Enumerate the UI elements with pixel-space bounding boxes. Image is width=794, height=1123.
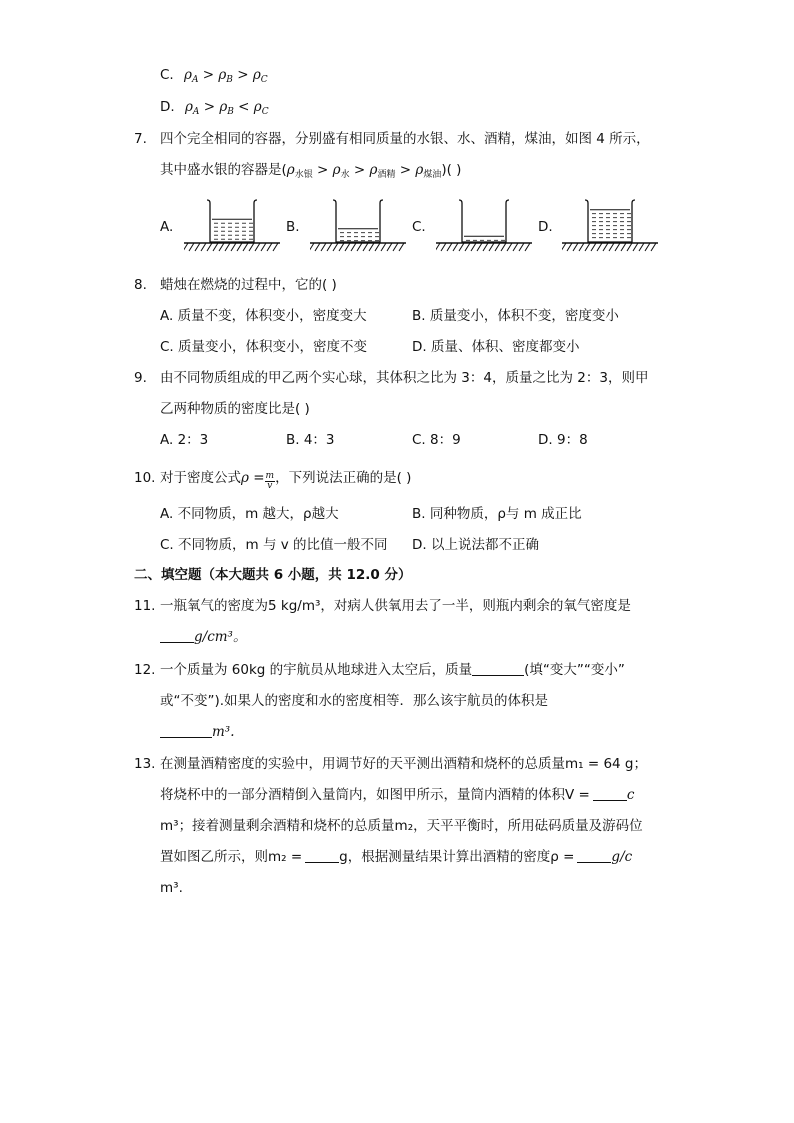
q6-option-c-expr: $\rho_A > \rho_B > \rho_C$	[184, 67, 268, 85]
q12-stem-line2: 或“不变”).如果人的密度和水的密度相等．那么该宇航员的体积是	[160, 693, 549, 709]
q10-option-b: B. 同种物质，ρ与 m 成正比	[412, 506, 582, 522]
q9-option-c: C. 8：9	[412, 432, 461, 448]
q9-stem-line2: 乙两种物质的密度比是( )	[160, 401, 310, 417]
q11-unit: g/cm³。	[194, 629, 247, 645]
q9-stem-line1: 由不同物质组成的甲乙两个实心球，其体积之比为 3：4，质量之比为 2：3，则甲	[160, 370, 649, 386]
q10-stem-prefix: 对于密度公式	[160, 470, 241, 486]
q9-option-a: A. 2：3	[160, 432, 209, 448]
rho-water-sub: 水	[340, 170, 350, 180]
rho-alcohol-sub: 酒精	[377, 170, 396, 180]
q8-number: 8.	[134, 277, 147, 293]
q7-number: 7.	[134, 131, 147, 147]
q7-stem-line1: 四个完全相同的容器，分别盛有相同质量的水银、水、酒精，煤油，如图 4 所示，	[160, 131, 650, 147]
beaker-c-figure	[436, 196, 532, 256]
beaker-outline	[207, 200, 257, 242]
beaker-d-figure	[562, 196, 658, 256]
liquid	[464, 236, 505, 240]
section-fill-in-title: 二、填空题（本大题共 6 小题，共 12.0 分）	[134, 567, 412, 583]
q11-stem-line1: 一瓶氧气的密度为5 kg/m³，对病人供氧用去了一半，则瓶内剩余的氧气密度是	[160, 598, 631, 614]
q13-stem-line5: m³.	[160, 880, 183, 896]
beaker-a-figure	[184, 196, 280, 256]
q6-option-d	[160, 98, 269, 121]
q13-volume-blank[interactable]	[593, 787, 627, 801]
fraction-numerator: m	[265, 471, 275, 481]
option-label: C.	[160, 67, 174, 83]
density-formula-fraction	[265, 472, 276, 491]
liquid	[590, 210, 631, 238]
q7-option-b-label: B.	[286, 219, 300, 235]
q9-number: 9.	[134, 370, 147, 386]
q13-m2-blank[interactable]	[305, 849, 339, 863]
q13-density-blank[interactable]	[577, 849, 611, 863]
q8-stem: 蜡烛在燃烧的过程中，它的( )	[160, 277, 337, 293]
beaker-b-figure	[310, 196, 406, 256]
beaker-outline	[585, 200, 635, 242]
q12-stem-line3	[160, 723, 235, 741]
q13-stem-line2	[160, 786, 634, 804]
q12-line1-prefix: 一个质量为 60kg 的宇航员从地球进入太空后，质量	[160, 662, 473, 678]
q10-number: 10.	[134, 470, 156, 486]
q11-stem-line2	[160, 628, 246, 646]
ground-hatch	[562, 243, 656, 251]
q11-answer-blank[interactable]	[160, 629, 194, 643]
liquid	[338, 229, 379, 241]
q9-option-b: B. 4：3	[286, 432, 335, 448]
q12-number: 12.	[134, 662, 156, 678]
q6-option-c	[160, 66, 268, 89]
ground-hatch	[184, 243, 278, 251]
density-formula-lhs: ρ =	[241, 470, 265, 486]
q10-option-d: D. 以上说法都不正确	[412, 537, 539, 553]
q7-option-d-label: D.	[538, 219, 553, 235]
liquid	[212, 219, 253, 239]
ground-hatch	[436, 243, 530, 251]
q7-line2-prefix: 其中盛水银的容器是(	[160, 162, 287, 178]
q11-number: 11.	[134, 598, 156, 614]
q13-stem-line1: 在测量酒精密度的实验中，用调节好的天平测出酒精和烧杯的总质量m₁ = 64 g；	[160, 756, 647, 772]
q7-option-a-label: A.	[160, 219, 174, 235]
q8-option-c: C. 质量变小，体积变小，密度不变	[160, 339, 368, 355]
q13-line2-prefix: 将烧杯中的一部分酒精倒入量筒内，如图甲所示，量筒内酒精的体积V =	[160, 787, 590, 803]
q7-option-c-label: C.	[412, 219, 426, 235]
q12-stem-line1	[160, 661, 625, 679]
q12-line1-suffix: (填“变大”“变小”	[524, 662, 625, 678]
beaker-outline	[459, 200, 509, 242]
ground-hatch	[310, 243, 404, 251]
q13-line4-prefix: 置如图乙所示，则m₂ =	[160, 849, 303, 865]
q9-option-d: D. 9：8	[538, 432, 588, 448]
q13-number: 13.	[134, 756, 156, 772]
rho-mercury-sub: 水银	[294, 170, 313, 180]
beaker-outline	[333, 200, 383, 242]
q13-line2-suffix: c	[626, 787, 635, 803]
q12-unit: m³.	[212, 724, 235, 740]
q10-stem-suffix: ，下列说法正确的是( )	[275, 470, 412, 486]
q7-stem-line2: 其中盛水银的容器是$(\rho_{水银} > \rho_水 > \rho_{酒精} > \rho_{煤油})$( )	[160, 162, 462, 180]
q13-line4-mid: g，根据测量结果计算出酒精的密度ρ =	[339, 849, 575, 865]
q12-volume-blank[interactable]	[160, 724, 212, 738]
q13-stem-line3: m³；接着测量剩余酒精和烧杯的总质量m₂，天平平衡时，所用砝码质量及游码位	[160, 818, 643, 834]
q6-option-d-expr: $\rho_A > \rho_B < \rho_C$	[184, 99, 269, 117]
q10-stem	[160, 469, 411, 491]
fraction-denominator: v	[267, 481, 273, 491]
q10-option-a: A. 不同物质，m 越大，ρ越大	[160, 506, 339, 522]
q10-option-c: C. 不同物质，m 与 v 的比值一般不同	[160, 537, 388, 553]
q12-mass-blank[interactable]	[472, 662, 524, 676]
q8-option-b: B. 质量变小，体积不变，密度变小	[412, 308, 619, 324]
q8-option-d: D. 质量、体积、密度都变小	[412, 339, 580, 355]
q8-option-a: A. 质量不变，体积变小，密度变大	[160, 308, 367, 324]
rho-kerosene-sub: 煤油	[423, 170, 442, 180]
q13-stem-line4	[160, 848, 632, 866]
q13-line4-suffix: g/c	[611, 849, 633, 865]
q7-line2-suffix: )( )	[441, 162, 462, 178]
option-label: D.	[160, 99, 175, 115]
